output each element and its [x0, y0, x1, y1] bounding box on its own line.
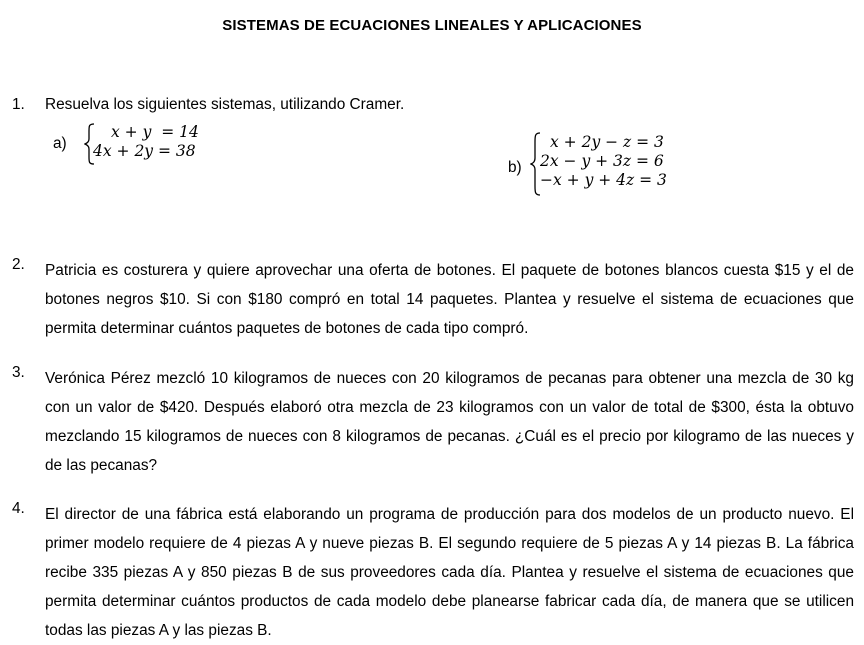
system-b-equation-2: 2x − y + 3z = 6	[540, 152, 664, 170]
question-4-text: El director de una fábrica está elaborando un programa de producción para dos modelos de un producto nuevo. El primer modelo requiere de 4 piezas A y nueve piezas B. El segundo requiere de 5 piezas A y 14 piezas B. La fábrica recibe 335 piezas A y 850 piezas B de sus proveedores cada día. Plantea y resuelve el sistema de ecuaciones que permita determinar cuántos productos de cada modelo debe planearse fabricar cada día, de manera que se utilicen todas las piezas A y las piezas B.	[45, 506, 854, 639]
system-a-label: a)	[53, 135, 67, 152]
question-2-text: Patricia es costurera y quiere aprovechar una oferta de botones. El paquete de botones blancos cuesta $15 y el de botones negros $10. Si con $180 compró en total 14 paquetes. Plantea y resuelve el sistema de ecuaciones que permita determinar cuántos paquetes de botones de cada tipo compró.	[45, 262, 854, 337]
question-3	[12, 364, 854, 480]
system-a-equations	[93, 123, 199, 161]
question-2	[12, 256, 854, 343]
system-a-equation-1: x + y = 14	[111, 123, 199, 141]
system-b-label: b)	[508, 159, 522, 176]
page-title: SISTEMAS DE ECUACIONES LINEALES Y APLICACIONES	[222, 17, 642, 34]
question-1-number: 1.	[12, 96, 25, 113]
question-3-number: 3.	[12, 364, 25, 381]
question-4-number: 4.	[12, 500, 25, 517]
question-2-number: 2.	[12, 256, 25, 273]
question-1-text: Resuelva los siguientes sistemas, utilizando Cramer.	[45, 96, 405, 113]
system-b-equations	[540, 133, 667, 190]
question-3-text: Verónica Pérez mezcló 10 kilogramos de nueces con 20 kilogramos de pecanas para obtener una mezcla de 30 kg con un valor de $420. Después elaboró otra mezcla de 23 kilogramos con un valor de total de $300, ésta la obtuvo mezclando 15 kilogramos de nueces con 8 kilogramos de pecanas. ¿Cuál es el precio por kilogramo de las nueces y de las pecanas?	[45, 370, 854, 474]
system-b-equation-3: −x + y + 4z = 3	[540, 171, 667, 189]
question-4	[12, 500, 854, 645]
system-b-equation-1: x + 2y − z = 3	[550, 133, 664, 151]
system-a-equation-2: 4x + 2y = 38	[93, 142, 196, 160]
